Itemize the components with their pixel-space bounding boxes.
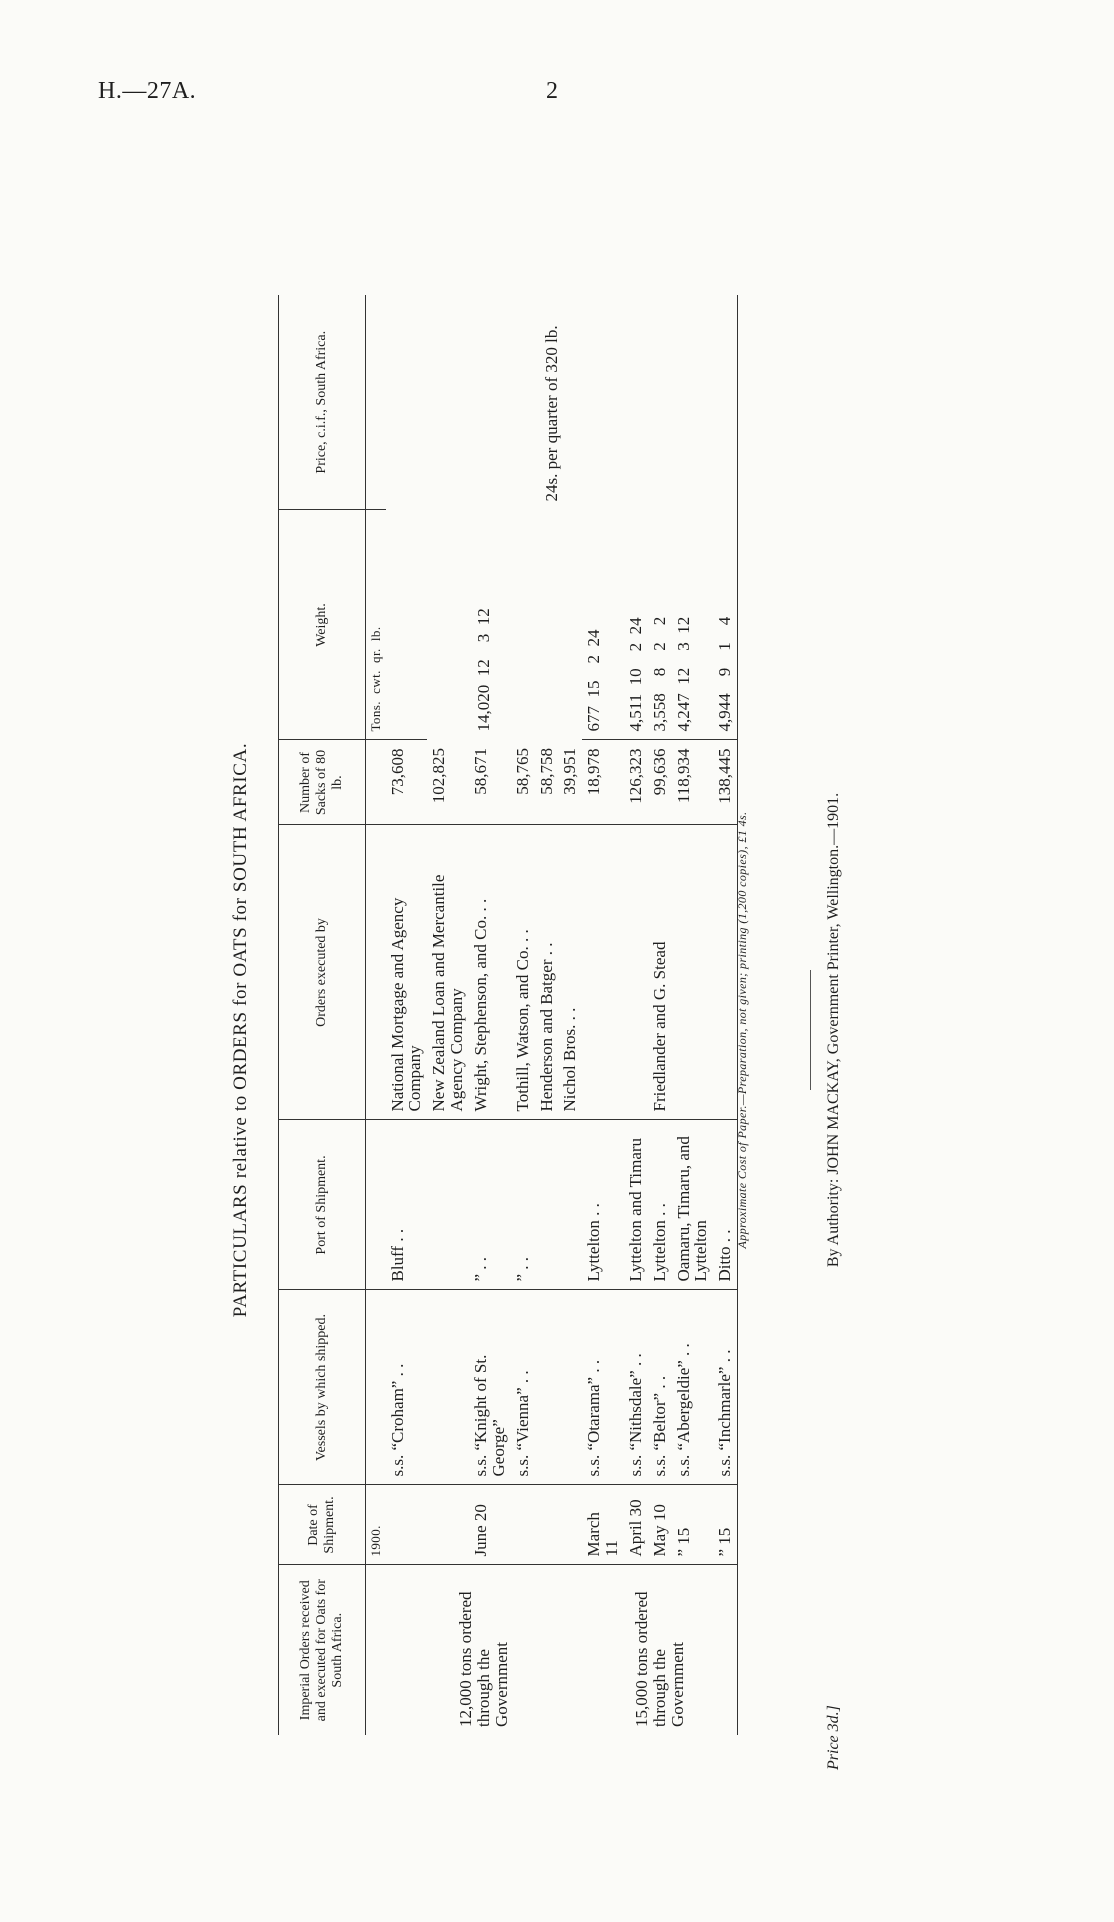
port-cell: ” . . xyxy=(469,1120,511,1290)
sacks-cell: 118,934 xyxy=(672,740,714,825)
vessel-cell: s.s. “Vienna” . . xyxy=(511,1290,535,1485)
vessel-cell: s.s. “Nithsdale” . . xyxy=(624,1290,648,1485)
sacks-cell: 58,758 xyxy=(536,748,556,795)
port-cell xyxy=(558,1120,582,1290)
date-cell: June 20 xyxy=(469,1485,511,1565)
date-cell xyxy=(386,1485,428,1565)
executed-by-cell: Wright, Stephenson, and Co. . . xyxy=(469,825,511,1120)
sacks-cell: 126,323 xyxy=(624,740,648,825)
cost-note: Approximate Cost of Paper.—Preparation, not given; printing (1,200 copies), £1 4s. xyxy=(735,811,749,1249)
executed-by-cell xyxy=(713,825,737,1120)
col-header-price: Price, c.i.f., South Africa. xyxy=(279,295,366,510)
rotated-page-content xyxy=(130,210,1010,1850)
date-cell xyxy=(558,1485,582,1565)
executed-by-cell: Tothill, Watson, and Co. . . xyxy=(511,825,535,1120)
vessel-cell: s.s. “Beltor” . . xyxy=(648,1290,672,1485)
weight-cell: 4,511 10 2 24 xyxy=(625,617,645,732)
sacks-cell: 73,608 xyxy=(386,740,428,825)
oats-orders-table xyxy=(278,295,738,1735)
table-row xyxy=(713,295,737,1735)
date-cell xyxy=(511,1485,535,1565)
order-label: 12,000 tons ordered through the Government xyxy=(386,1565,583,1735)
date-cell xyxy=(535,1485,559,1565)
divider xyxy=(810,970,811,1090)
port-cell xyxy=(535,1120,559,1290)
vessel-cell xyxy=(427,1290,469,1485)
sacks-cell: 102,825 xyxy=(429,748,449,804)
weight-units-label: Tons. cwt. qr. lb. xyxy=(366,510,386,740)
executed-by-cell: Henderson and Batger . . xyxy=(535,825,559,1120)
port-cell: Oamaru, Timaru, and Lyttelton xyxy=(672,1120,714,1290)
table-row xyxy=(672,295,714,1735)
sacks-cell: 18,978 xyxy=(582,740,624,825)
executed-by-cell: National Mortgage and Agency Company xyxy=(386,825,428,1120)
units-row xyxy=(366,295,386,1735)
table-row xyxy=(648,295,672,1735)
price-tag: Price 3d.] xyxy=(825,1705,842,1770)
weight-cell: 4,247 12 3 12 xyxy=(673,616,693,732)
port-cell: Lyttelton . . xyxy=(648,1120,672,1290)
port-cell: Ditto . . xyxy=(713,1120,737,1290)
col-header-sacks: Number of Sacks of 80 lb. xyxy=(279,740,366,825)
sacks-cell: 99,636 xyxy=(648,740,672,825)
executed-by-cell: Nichol Bros. . . xyxy=(558,825,582,1120)
vessel-cell: s.s. “Abergeldie” . . xyxy=(672,1290,714,1485)
vessel-cell: s.s. “Knight of St. George” xyxy=(469,1290,511,1485)
executed-by-cell xyxy=(582,825,624,1120)
table-header-row xyxy=(279,295,366,1735)
sacks-cell: 39,951 xyxy=(560,748,580,795)
sacks-cell: 58,671 xyxy=(471,748,491,795)
weight-cell: 4,944 9 1 4 xyxy=(715,616,735,732)
document-title: PARTICULARS relative to ORDERS for OATS for SOUTH AFRICA. xyxy=(230,742,251,1318)
col-header-vessel: Vessels by which shipped. xyxy=(279,1290,366,1485)
port-cell: ” . . xyxy=(511,1120,535,1290)
date-cell: May 10 xyxy=(648,1485,672,1565)
col-header-port: Port of Shipment. xyxy=(279,1120,366,1290)
year-label: 1900. xyxy=(366,1485,386,1565)
date-cell: April 30 xyxy=(624,1485,648,1565)
page-number: 2 xyxy=(546,78,559,104)
date-cell xyxy=(427,1485,469,1565)
weight-cell: 3,558 8 2 2 xyxy=(649,616,669,732)
executed-by-cell: Friedlander and G. Stead xyxy=(648,825,672,1120)
executed-by-cell: New Zealand Loan and Mercantile Agency Company xyxy=(427,825,469,1120)
weight-cell: 677 15 2 24 xyxy=(584,629,604,732)
vessel-cell: s.s. “Croham” . . xyxy=(386,1290,428,1485)
vessel-cell: s.s. “Otarama” . . xyxy=(582,1290,624,1485)
vessel-cell: s.s. “Inchmarle” . . xyxy=(713,1290,737,1485)
col-header-executed-by: Orders executed by xyxy=(279,825,366,1120)
table-row xyxy=(386,295,428,1735)
printer-authority: By Authority: JOHN MACKAY, Government Printer, Wellington.—1901. xyxy=(825,792,842,1268)
date-cell: March 11 xyxy=(582,1485,624,1565)
executed-by-cell xyxy=(672,825,714,1120)
col-header-date: Date of Shipment. xyxy=(279,1485,366,1565)
weight-total-cell: 14,020 12 3 12 xyxy=(474,608,494,732)
price-value: 24s. per quarter of 320 lb. xyxy=(541,325,561,502)
sacks-cell: 138,445 xyxy=(713,740,737,825)
col-header-orders: Imperial Orders received and executed for Oats for South Africa. xyxy=(279,1565,366,1735)
date-cell: ” 15 xyxy=(672,1485,714,1565)
port-cell: Lyttelton and Timaru xyxy=(624,1120,648,1290)
port-cell xyxy=(427,1120,469,1290)
col-header-weight: Weight. xyxy=(279,510,366,740)
table-row xyxy=(582,295,624,1735)
page-header-left: H.—27A. xyxy=(98,78,197,104)
vessel-cell xyxy=(558,1290,582,1485)
sacks-cell: 58,765 xyxy=(512,748,532,795)
vessel-cell xyxy=(535,1290,559,1485)
date-cell: ” 15 xyxy=(713,1485,737,1565)
port-cell: Lyttelton . . xyxy=(582,1120,624,1290)
port-cell: Bluff . . xyxy=(386,1120,428,1290)
table-row xyxy=(624,295,648,1735)
order-label: 15,000 tons ordered through the Government xyxy=(582,1565,737,1735)
executed-by-cell xyxy=(624,825,648,1120)
